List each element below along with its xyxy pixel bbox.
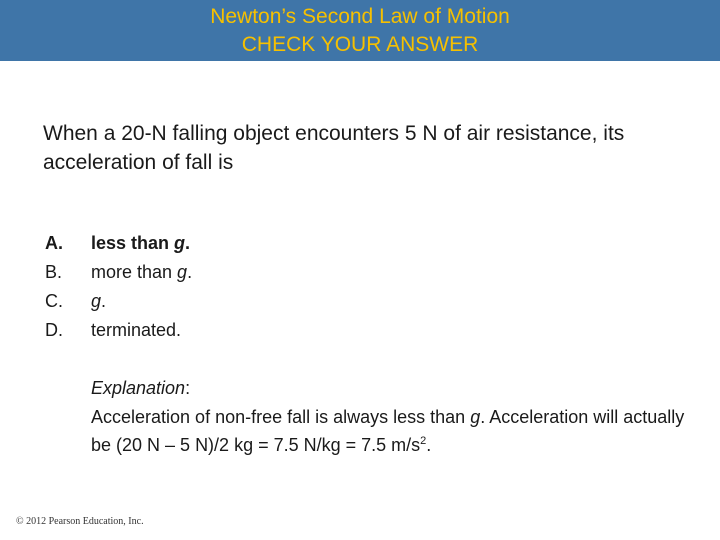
option-c — [0, 287, 720, 315]
option-text: more than g. — [91, 262, 193, 282]
option-text: terminated. — [91, 320, 182, 340]
explanation-text: Acceleration of non-free fall is always less than g. Acceleration will actually be (20 N – 5 N)/2 kg = 7.5 N/kg = 7.5 $m/s^2$. — [91, 407, 685, 455]
question-text: When a 20-N falling object encounters 5 N of air resistance, its acceleration of fall is — [43, 122, 625, 174]
header-bar — [0, 0, 720, 61]
page-subtitle: CHECK YOUR ANSWER — [241, 33, 479, 56]
option-a — [0, 229, 720, 257]
option-text: less than g. — [91, 233, 191, 253]
option-letter: C. — [45, 291, 63, 311]
option-letter: B. — [45, 262, 63, 282]
option-letter: A. — [45, 233, 63, 253]
option-letter: D. — [45, 320, 63, 340]
option-d — [0, 316, 720, 344]
option-b — [0, 258, 720, 286]
page-title: Newton’s Second Law of Motion — [210, 5, 510, 28]
copyright-notice: © 2012 Pearson Education, Inc. — [16, 516, 144, 527]
option-text: g. — [91, 291, 107, 311]
explanation-label: Explanation: — [91, 378, 191, 398]
